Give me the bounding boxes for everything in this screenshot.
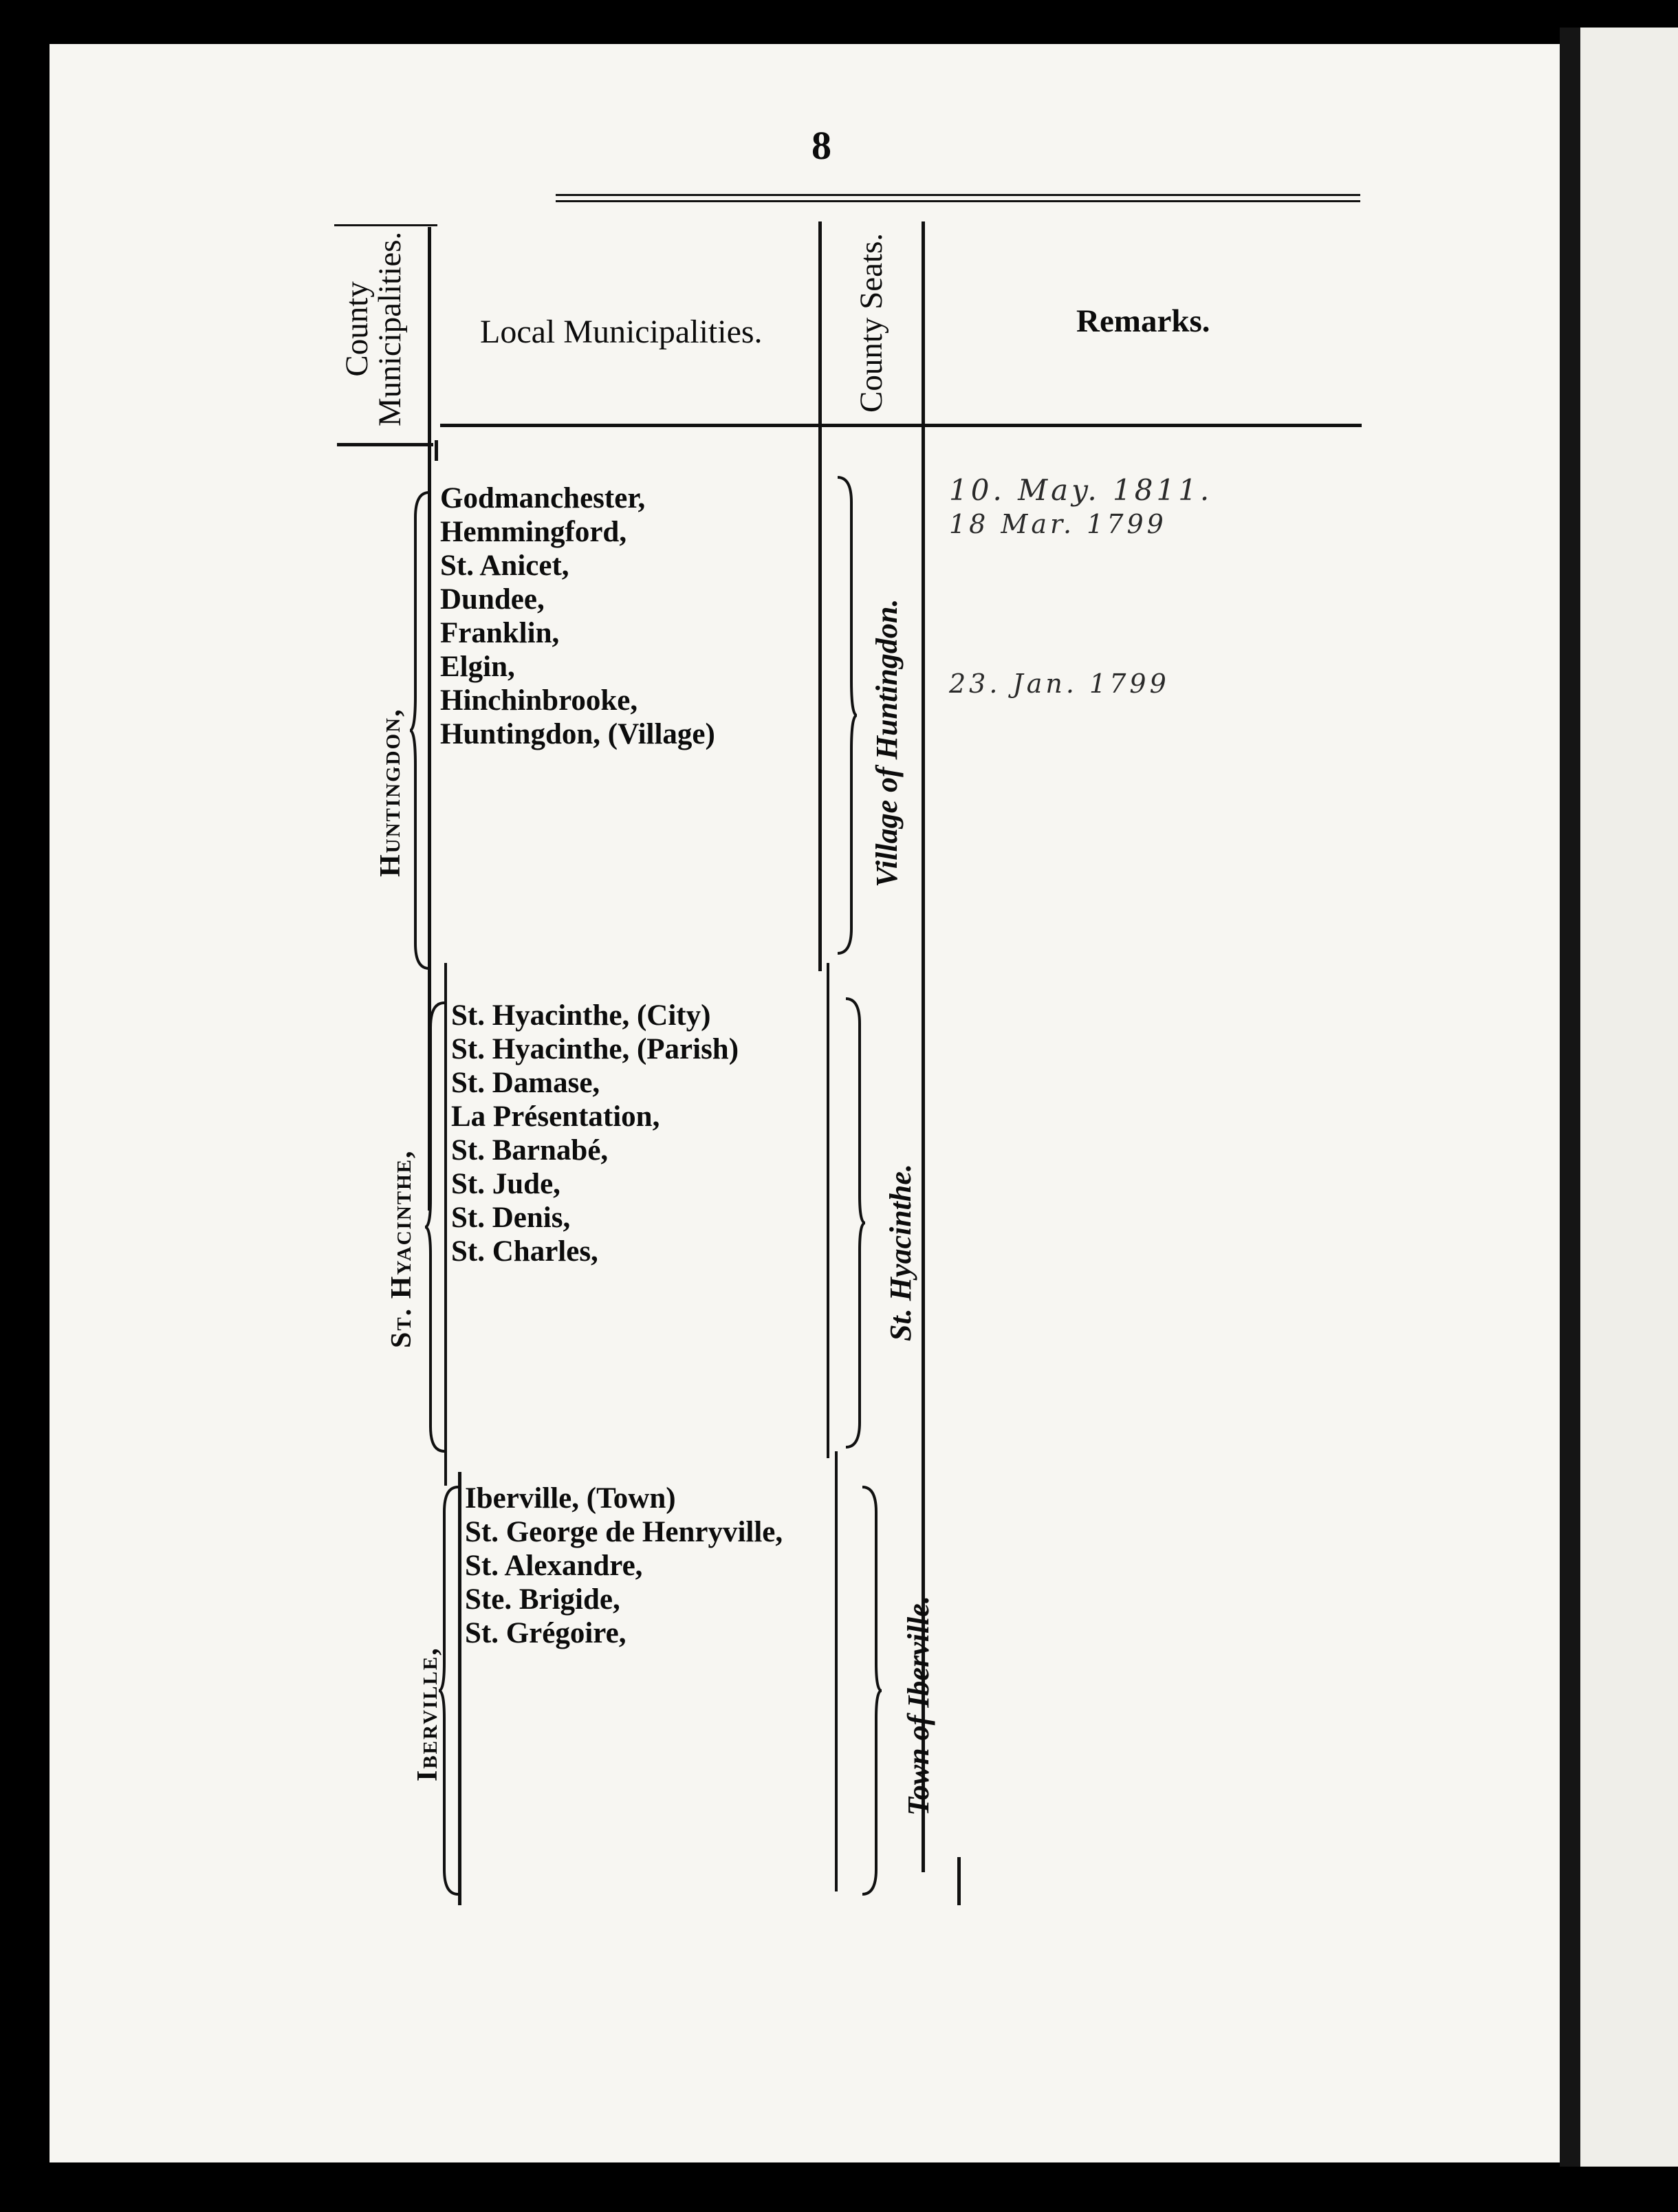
list-item: St. Hyacinthe, (Parish) [451, 1033, 739, 1065]
county-brace [410, 490, 431, 971]
list-item: St. Grégoire, [465, 1617, 626, 1649]
county-brace [425, 1000, 446, 1454]
handwritten-remark: 23. Jan. 1799 [949, 669, 1170, 699]
column-divider [818, 221, 822, 971]
list-item: Ste. Brigide, [465, 1583, 620, 1616]
column-divider [957, 1857, 961, 1905]
column-divider [435, 440, 438, 461]
list-item: Iberville, (Town) [465, 1482, 676, 1515]
list-item: La Présentation, [451, 1100, 660, 1133]
list-item: St. Anicet, [440, 550, 569, 582]
top-double-rule [556, 194, 1360, 196]
facing-page-edge [1580, 28, 1678, 2167]
list-item: St. Charles, [451, 1235, 598, 1268]
page-number: 8 [811, 123, 831, 168]
list-item: St. Denis, [451, 1202, 571, 1234]
list-item: Hinchinbrooke, [440, 684, 638, 717]
header-bottom-rule [440, 424, 1362, 427]
document-page [50, 44, 1573, 2162]
local-municipalities-list [451, 999, 739, 1268]
list-item: St. Hyacinthe, (City) [451, 999, 711, 1032]
list-item: St. Jude, [451, 1168, 560, 1200]
header-remarks: Remarks. [1076, 303, 1210, 339]
list-item: Dundee, [440, 583, 545, 616]
seat-brace [845, 996, 865, 1450]
list-item: St. Barnabé, [451, 1134, 609, 1167]
handwritten-remark: 18 Mar. 1799 [949, 509, 1167, 539]
local-municipalities-list [465, 1482, 783, 1650]
list-item: Huntingdon, (Village) [440, 718, 715, 750]
column-divider [835, 1451, 838, 1891]
seat-brace [861, 1484, 882, 1897]
list-item: Godmanchester, [440, 482, 646, 514]
top-double-rule [556, 200, 1360, 202]
local-municipalities-list [440, 481, 715, 751]
list-item: Franklin, [440, 617, 560, 649]
column-divider [827, 963, 829, 1458]
seat-brace [836, 475, 857, 956]
county-brace [439, 1484, 459, 1897]
list-item: Hemmingford, [440, 516, 627, 548]
header-county-municipalities: County Municipalities. [339, 231, 408, 426]
book-spine-shadow [1560, 28, 1580, 2167]
header-local-municipalities: Local Municipalities. [480, 314, 763, 350]
list-item: St. Damase, [451, 1067, 600, 1099]
handwritten-remark: 10. May. 1811. [949, 473, 1213, 507]
list-item: St. Alexandre, [465, 1550, 643, 1582]
list-item: St. George de Henryville, [465, 1516, 783, 1548]
list-item: Elgin, [440, 651, 515, 683]
header-top-rule [334, 224, 437, 226]
